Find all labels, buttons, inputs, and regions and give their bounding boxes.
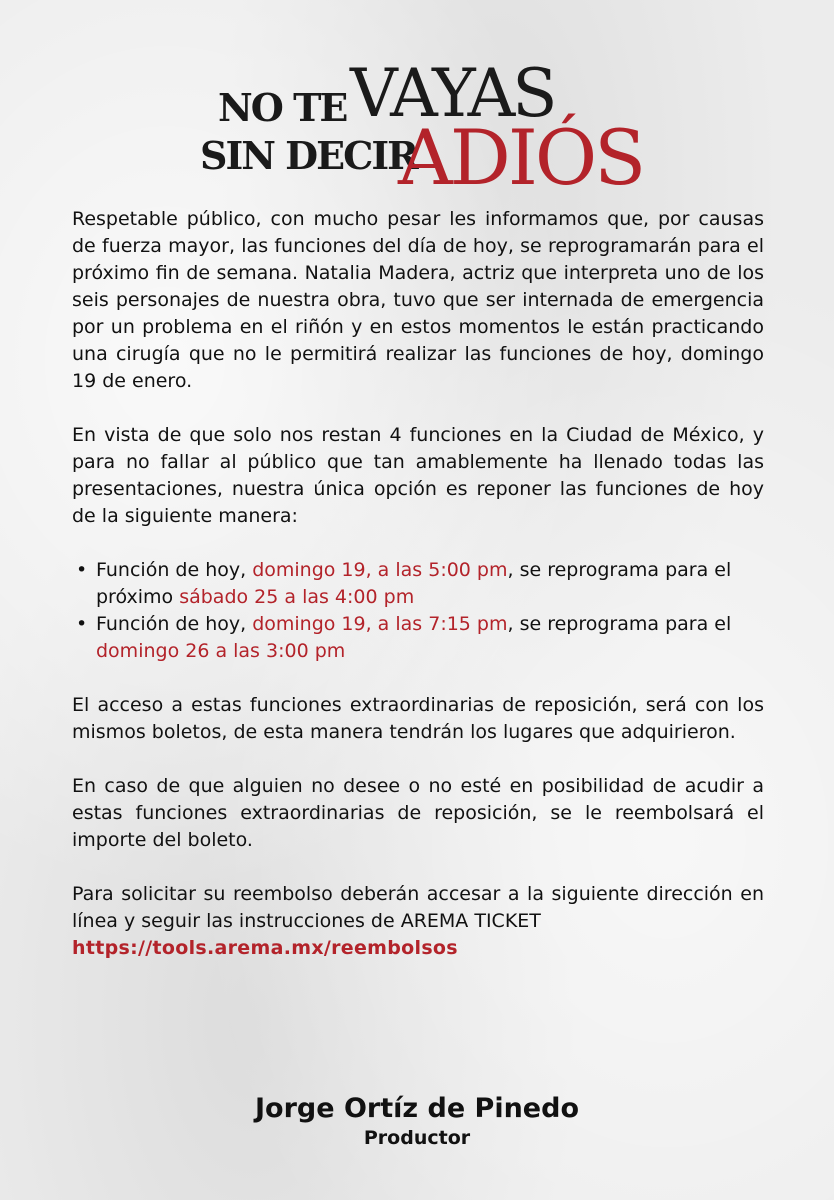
logo-word-no-te: NO TE [218, 85, 347, 130]
paragraph-intro: Respetable público, con mucho pesar les informamos que, por causas de fuerza mayor, las funciones del día de hoy, se reprogramarán para el próximo fin de semana. Natalia Madera, actriz que interpreta uno de los seis personajes de nuestra obra, tuvo que ser internada de emergencia por un problema en el riñón y en estos momentos le están practicando una cirugía que no le permitirá realizar las funciones de hoy, domingo 19 de enero. [72, 208, 764, 392]
paragraph-context: En vista de que solo nos restan 4 funciones en la Ciudad de México, y para no fallar al público que tan amablemente ha llenado todas las presentaciones, nuestra única opción es reponer las funciones de hoy de la siguiente manera: [72, 424, 764, 527]
logo-word-sin-decir: SIN DECIR [200, 133, 417, 178]
producer-name: Jorge Ortíz de Pinedo [255, 1093, 579, 1124]
item-text: Función de hoy, [96, 559, 253, 581]
paragraph-refund: En caso de que alguien no desee o no esté en posibilidad de acudir a estas funciones extraordinarias de reposición, se le reembolsará el importe del boleto. [72, 775, 764, 851]
logo-word-vayas: VAYAS [350, 55, 555, 132]
item-text: , se reprograma para el próximo [96, 559, 732, 608]
logo-word-adios: ADIÓS [398, 113, 644, 202]
signature-block [0, 1092, 834, 1150]
instructions-text: Para solicitar su reembolso deberán accesar a la siguiente dirección en línea y seguir las instrucciones de AREMA TICKET [72, 883, 764, 932]
refund-link[interactable]: https://tools.arema.mx/reembolsos [72, 937, 458, 959]
producer-role: Productor [363, 1127, 471, 1149]
original-date: domingo 19, a las 7:15 pm [252, 613, 508, 635]
show-logo [0, 55, 834, 202]
announcement-body [72, 206, 764, 962]
paragraph-access: El acceso a estas funciones extraordinarias de reposición, será con los mismos boletos, de esta manera tendrán los lugares que adquirieron. [72, 694, 764, 743]
list-item [72, 557, 764, 611]
list-item [72, 611, 764, 665]
new-date: sábado 25 a las 4:00 pm [179, 586, 415, 608]
item-text: , se reprograma para el [507, 613, 732, 635]
original-date: domingo 19, a las 5:00 pm [252, 559, 508, 581]
new-date: domingo 26 a las 3:00 pm [96, 640, 346, 662]
item-text: Función de hoy, [96, 613, 253, 635]
paragraph-instructions [72, 881, 764, 962]
schedule-list [72, 557, 764, 665]
